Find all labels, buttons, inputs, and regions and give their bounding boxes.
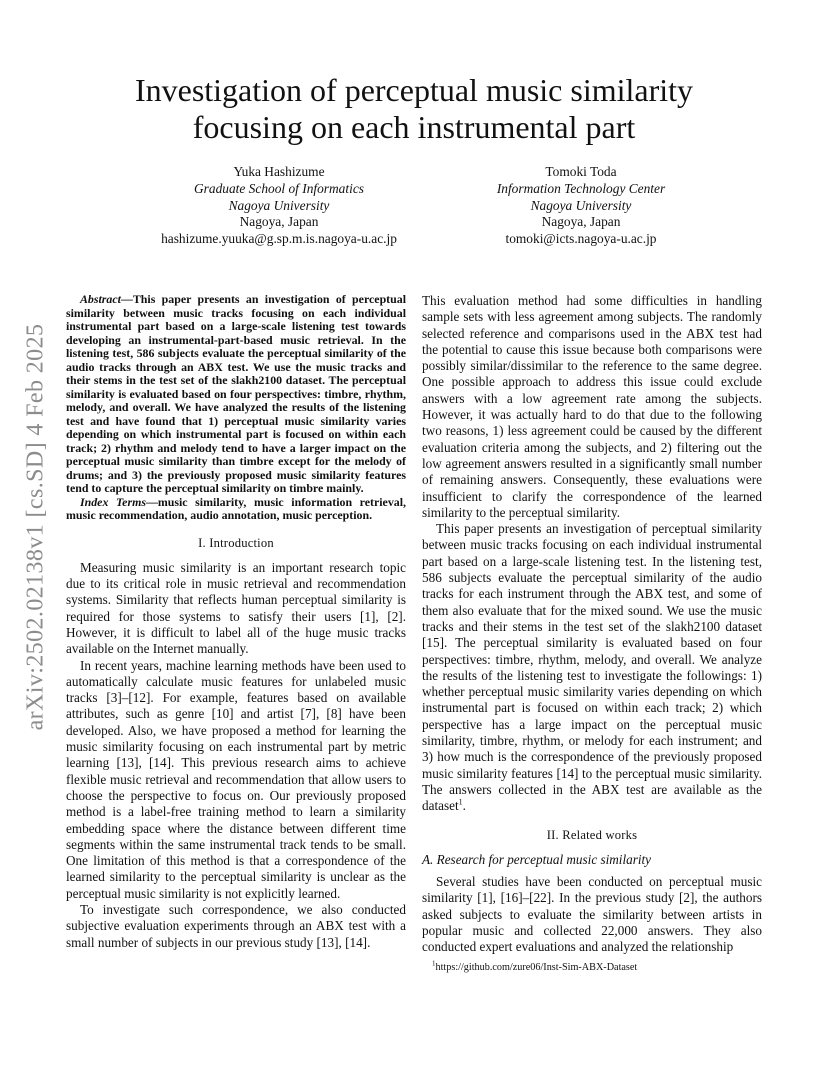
arxiv-identifier: arXiv:2502.02138v1 [cs.SD] 4 Feb 2025	[22, 323, 49, 731]
left-column	[66, 293, 406, 951]
abstract-body: This paper presents an investigation of perceptual similarity between music tracks focusing on each individual instrumental part based on a large-scale listening test towards developing an instrumental-part-based music retrieval. In the listening test, 586 subjects evaluate the perceptual similarity of the audio tracks through an ABX test. We use the music tracks and their stems in the test set of the slakh2100 dataset. The perceptual similarity is evaluated based on four perspectives: timbre, rhythm, melody, and overall. We have analyzed the results of the listening test and have found that 1) perceptual music similarity varies depending on which instrumental part is focused on within each track; 2) rhythm and melody tend to have a larger impact on the perceptual music similarity than timbre except for the melody of drums; and 3) the previously proposed music similarity features tend to capture the perceptual similarity on timbre mainly.	[66, 292, 406, 495]
abstract-lead: Abstract—	[80, 292, 133, 306]
author-location: Nagoya, Japan	[541, 214, 621, 230]
section-heading-related-works: II. Related works	[546, 827, 638, 842]
author-block-1	[134, 164, 424, 248]
paper-title	[60, 72, 768, 146]
contribution-end: .	[462, 798, 466, 814]
title-line-1: Investigation of perceptual music similarity	[134, 72, 694, 108]
author-department: Information Technology Center	[496, 180, 666, 196]
arxiv-sidebar-stamp	[16, 297, 56, 757]
related-paragraph-1: Several studies have been conducted on perceptual music similarity [1], [16]–[22]. In the previous study [2], the authors asked subjects to evaluate the similarity between artists in popular music and collected 22,000 answers. They also conducted expert evaluations and analyzed the relationship	[422, 874, 762, 955]
right-column	[422, 293, 762, 956]
footnote-ref: 1	[458, 797, 463, 807]
intro-paragraph-1: Measuring music similarity is an important research topic due to its critical role in music retrieval and recommendation systems. Similarity that reflects human perceptual similarity is required for those systems to satisfy their users [1], [2]. However, it is difficult to label all of the huge music tracks available on the Internet manually.	[66, 559, 406, 657]
intro-paragraph-3: To investigate such correspondence, we also conducted subjective evaluation experiments through an ABX test with a small number of subjects in our previous study [13], [14].	[66, 902, 406, 950]
title-line-2: focusing on each instrumental part	[192, 109, 636, 145]
index-terms	[66, 496, 406, 523]
footnote-mark: 1	[432, 959, 436, 968]
footnote-dataset-link[interactable]: https://github.com/zure06/Inst-Sim-ABX-Dataset	[435, 962, 638, 973]
subsection-heading: A. Research for perceptual music similarity	[422, 851, 652, 867]
author-department: Graduate School of Informatics	[194, 180, 364, 196]
author-location: Nagoya, Japan	[239, 214, 319, 230]
contribution-text: This paper presents an investigation of perceptual similarity between music tracks focusing on each individual instrumental part based on a large-scale listening test. In the listening test, 586 subjects evaluate the perceptual similarity of the audio tracks for each instrument through the ABX test, and some of them also evaluate that for the mixed sound. We use the music tracks and their stems in the test set of the slakh2100 dataset [15]. The perceptual similarity is evaluated based on four perspectives: timbre, rhythm, melody, and overall. We analyze the results of the listening test to investigate the followings: 1) whether perceptual music similarity varies depending on which instrumental part is focused on within each track; 2) which perspective has a large impact on the perceptual music similarity, timbre, rhythm, or melody for each instrument; and 3) how much is the correspondence of the previously proposed music similarity features [14] to the perceptual music similarity. The answers collected in the ABX test are available as the dataset	[422, 521, 762, 814]
author-email: hashizume.yuuka@g.sp.m.is.nagoya-u.ac.jp	[161, 231, 397, 247]
index-terms-lead: Index Terms	[80, 494, 146, 509]
author-university: Nagoya University	[228, 197, 330, 213]
author-email: tomoki@icts.nagoya-u.ac.jp	[505, 231, 657, 247]
author-university: Nagoya University	[530, 197, 632, 213]
author-name: Tomoki Toda	[545, 164, 617, 179]
intro-paragraph-continued: This evaluation method had some difficulties in handling sample sets with less agreement among subjects. The randomly selected reference and comparisons used in the ABX test had the potential to cause this issue because both comparisons were possibly similar/dissimilar to the reference to the same degree. One possible approach to address this issue could exclude answers with a low agreement rate among the subjects. However, it was actually hard to do that due to the following two reasons, 1) less agreement could be caused by the different evaluation criteria among the subjects, and 2) filtering out the low agreement answers resulted in a significantly small number of remaining answers. Consequently, these evaluations were insufficient to clarify the correspondence of the learned similarity to the perceptual similarity.	[422, 293, 762, 520]
section-heading-introduction: I. Introduction	[198, 535, 274, 550]
footnote	[432, 961, 762, 974]
author-name: Yuka Hashizume	[233, 164, 325, 179]
intro-paragraph-2: In recent years, machine learning methods have been used to automatically calculate music features for unlabeled music tracks [3]–[12]. For example, features based on available attributes, such as genre [10] and artist [7], [8] have been developed. Also, we have proposed a method for learning the music similarity focusing on each instrumental part by metric learning [13], [14]. This previous research aims to achieve flexible music retrieval and recommendation that allow users to choose the perspective to focus on. Our previously proposed method is a label-free training method to learn a similarity embedding space where the distance between different time segments within the same instrumental track tends to be small. One limitation of this method is that a correspondence of the learned similarity to the perceptual similarity is unclear as the perceptual music similarity is not explicitly learned.	[66, 657, 406, 901]
index-terms-body: —music similarity, music information retrieval, music recommendation, audio annotation, music perception.	[66, 494, 406, 522]
author-block-2	[436, 164, 726, 248]
abstract	[66, 293, 406, 496]
intro-paragraph-contribution	[422, 521, 762, 814]
